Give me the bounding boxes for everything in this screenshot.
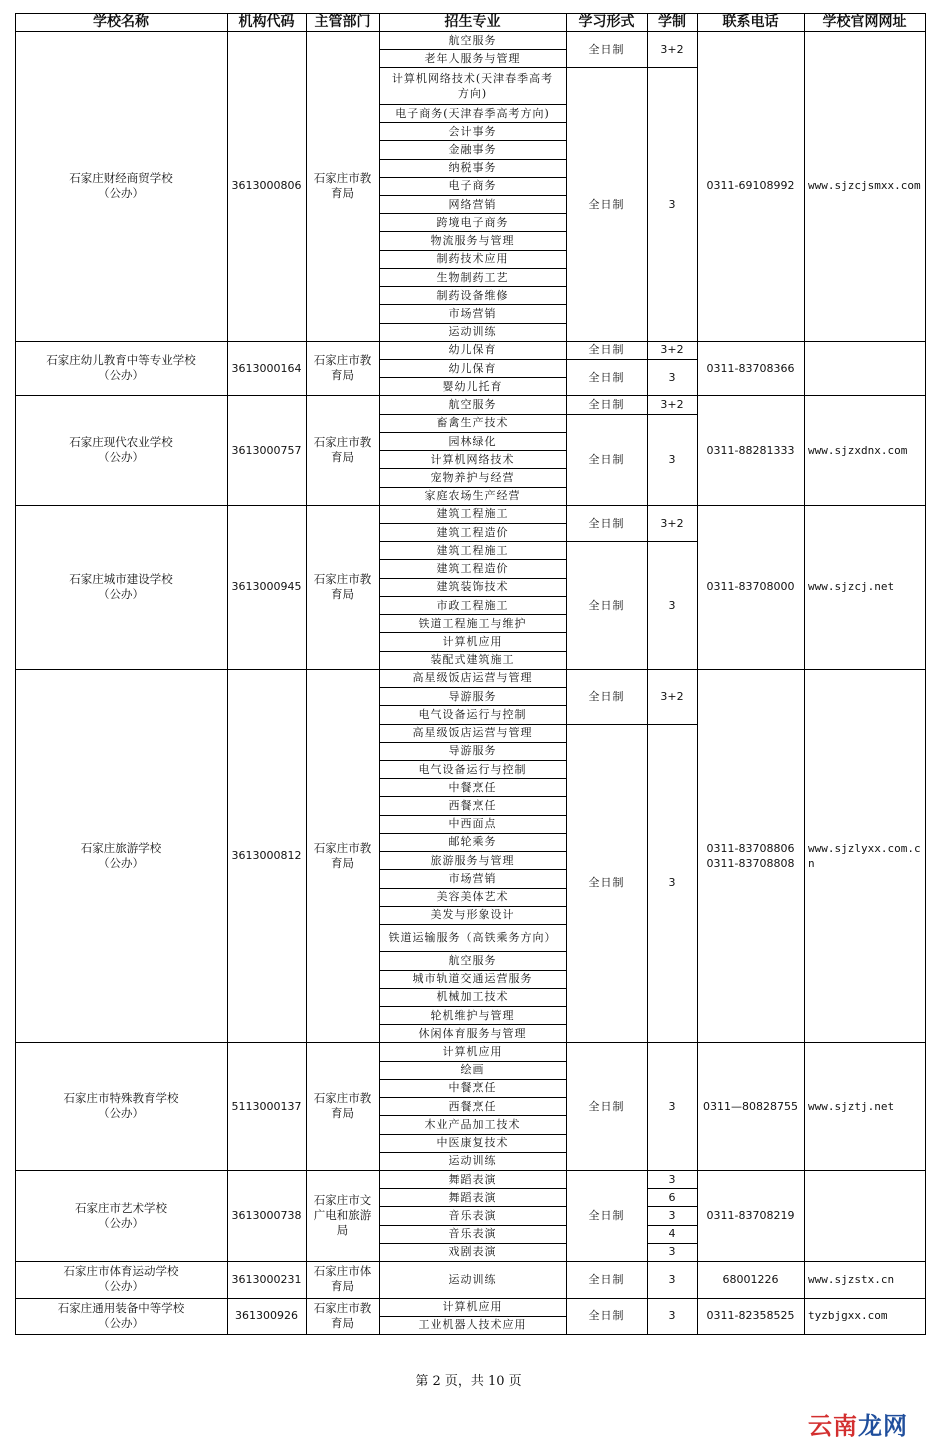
phone-cell: 0311-82358525 [706, 1309, 795, 1323]
major-cell: 建筑工程造价 [436, 525, 509, 539]
major-row-line [379, 1225, 566, 1226]
major-cell: 计算机网络技术 [430, 452, 515, 466]
major-row-line [379, 122, 566, 123]
major-cell: 中餐烹任 [448, 780, 497, 794]
form-row-line [566, 541, 647, 542]
major-row-line [379, 951, 566, 952]
major-cell: 导游服务 [448, 744, 497, 758]
major-row-line [379, 760, 566, 761]
website-cell: www.sjzstx.cn [808, 1272, 895, 1286]
major-cell: 会计事务 [448, 124, 497, 138]
column-border [227, 13, 228, 1335]
duration-row-line [647, 1243, 697, 1244]
column-border [925, 13, 926, 1335]
major-cell: 旅游服务与管理 [430, 853, 515, 867]
column-header: 学制 [658, 13, 686, 30]
major-row-line [379, 1006, 566, 1007]
major-row-line [379, 1079, 566, 1080]
duration-cell: 3 [668, 1245, 676, 1259]
major-row-line [379, 1115, 566, 1116]
website-cell: www.sjztj.net [808, 1099, 895, 1113]
duration-cell: 3 [668, 370, 676, 384]
duration-row-line [647, 1206, 697, 1207]
department-cell: 石家庄市教 育局 [313, 1091, 372, 1121]
phone-cell: 0311-88281333 [706, 443, 795, 457]
column-border [697, 13, 698, 1335]
major-cell: 计算机应用 [442, 1045, 503, 1059]
major-row-line [379, 1134, 566, 1135]
major-row-line [379, 1024, 566, 1025]
study-form-cell: 全日制 [588, 1209, 625, 1223]
department-cell: 石家庄市教 育局 [313, 353, 372, 383]
major-cell: 戏剧表演 [448, 1245, 497, 1259]
major-cell: 制药设备维修 [436, 288, 509, 302]
major-cell: 中医康复技术 [436, 1136, 509, 1150]
duration-cell: 6 [668, 1190, 676, 1204]
major-row-line [379, 323, 566, 324]
major-row-line [379, 632, 566, 633]
duration-cell: 3 [668, 452, 676, 466]
column-border [647, 13, 648, 1335]
major-cell: 家庭农场生产经营 [424, 489, 521, 503]
major-row-line [379, 888, 566, 889]
study-form-cell: 全日制 [588, 1309, 625, 1323]
major-row-line [379, 177, 566, 178]
study-form-cell: 全日制 [588, 876, 625, 890]
column-header: 机构代码 [238, 13, 295, 30]
major-cell: 畜禽生产技术 [436, 416, 509, 430]
major-row-line [379, 450, 566, 451]
duration-cell: 4 [668, 1227, 676, 1241]
major-row-line [379, 250, 566, 251]
column-header: 联系电话 [722, 13, 779, 30]
major-cell: 高星级饭店运营与管理 [412, 726, 533, 740]
major-row-line [379, 705, 566, 706]
study-form-cell: 全日制 [588, 398, 625, 412]
duration-cell: 3 [668, 197, 676, 211]
major-row-line [379, 742, 566, 743]
major-row-line [379, 578, 566, 579]
major-row-line [379, 1061, 566, 1062]
major-row-line [379, 614, 566, 615]
org-code-cell: 3613000738 [231, 1209, 302, 1223]
major-row-line [379, 869, 566, 870]
major-row-line [379, 1316, 566, 1317]
phone-cell: 0311—80828755 [703, 1099, 798, 1113]
major-row-line [379, 1152, 566, 1153]
major-cell: 美发与形象设计 [430, 908, 515, 922]
major-cell: 幼儿保育 [448, 361, 497, 375]
major-cell: 电气设备运行与控制 [418, 707, 527, 721]
phone-cell: 0311-83708000 [706, 580, 795, 594]
major-row-line [379, 724, 566, 725]
org-code-cell: 5113000137 [231, 1099, 302, 1113]
phone-cell: 0311-83708219 [706, 1209, 795, 1223]
major-cell: 婴幼儿托育 [442, 379, 503, 393]
study-form-cell: 全日制 [588, 42, 625, 56]
duration-row-line [647, 359, 697, 360]
major-cell: 跨境电子商务 [436, 215, 509, 229]
duration-cell: 3+2 [660, 343, 684, 357]
major-cell: 邮轮乘务 [448, 835, 497, 849]
major-cell: 美容美体艺术 [436, 890, 509, 904]
major-row-line [379, 49, 566, 50]
column-border [804, 13, 805, 1335]
major-row-line [379, 304, 566, 305]
major-row-line [379, 104, 566, 105]
major-row-line [379, 231, 566, 232]
major-row-line [379, 359, 566, 360]
major-cell: 航空服务 [448, 398, 497, 412]
major-row-line [379, 596, 566, 597]
major-cell: 建筑工程施工 [436, 507, 509, 521]
major-cell: 市场营销 [448, 306, 497, 320]
website-cell: www.sjzcj.net [808, 580, 895, 594]
study-form-cell: 全日制 [588, 1099, 625, 1113]
phone-cell: 68001226 [722, 1272, 779, 1286]
study-form-cell: 全日制 [588, 1272, 625, 1286]
major-row-line [379, 1243, 566, 1244]
major-row-line [379, 213, 566, 214]
department-cell: 石家庄市教 育局 [313, 435, 372, 465]
major-row-line [379, 1206, 566, 1207]
major-row-line [379, 906, 566, 907]
major-cell: 运动训练 [448, 1154, 497, 1168]
duration-row-line [647, 724, 697, 725]
school-name-cell: 石家庄城市建设学校 （公办） [69, 571, 173, 601]
department-cell: 石家庄市文 广电和旅游 局 [313, 1193, 372, 1238]
website-cell: www.sjzlyxx.com.cn [808, 841, 921, 870]
major-row-line [379, 159, 566, 160]
major-cell: 老年人服务与管理 [424, 51, 521, 65]
major-cell: 电气设备运行与控制 [418, 762, 527, 776]
major-cell: 中餐烹任 [448, 1081, 497, 1095]
major-cell: 舞蹈表演 [448, 1190, 497, 1204]
major-row-line [379, 140, 566, 141]
duration-cell: 3+2 [660, 516, 684, 530]
column-header: 学习形式 [578, 13, 635, 30]
major-row-line [379, 815, 566, 816]
major-row-line [379, 286, 566, 287]
org-code-cell: 3613000231 [231, 1272, 302, 1286]
duration-row-line [647, 1225, 697, 1226]
major-cell: 市政工程施工 [436, 598, 509, 612]
website-cell [806, 1170, 924, 1261]
major-cell: 园林绿化 [448, 434, 497, 448]
major-row-line [379, 1097, 566, 1098]
org-code-cell: 3613000945 [231, 580, 302, 594]
major-row-line [379, 541, 566, 542]
major-cell: 高星级饭店运营与管理 [412, 671, 533, 685]
major-cell: 西餐烹任 [448, 799, 497, 812]
school-name-cell: 石家庄市特殊教育学校 （公办） [63, 1091, 179, 1121]
major-cell: 制药技术应用 [436, 252, 509, 266]
major-cell: 舞蹈表演 [448, 1172, 497, 1186]
major-cell: 导游服务 [448, 689, 497, 703]
duration-row-line [647, 67, 697, 68]
major-cell: 市场营销 [448, 871, 497, 885]
school-name-cell: 石家庄旅游学校 （公办） [80, 840, 162, 870]
major-cell: 建筑工程施工 [436, 543, 509, 557]
major-cell: 工业机器人技术应用 [418, 1318, 527, 1332]
duration-cell: 3 [668, 1172, 676, 1186]
major-row-line [379, 796, 566, 797]
department-cell: 石家庄市教 育局 [313, 170, 372, 200]
column-border [306, 13, 307, 1335]
study-form-cell: 全日制 [588, 452, 625, 466]
major-cell: 装配式建筑施工 [430, 653, 515, 667]
duration-cell: 3 [668, 1209, 676, 1223]
school-row-border [15, 1334, 926, 1335]
major-cell: 铁道工程施工与维护 [418, 616, 527, 630]
major-cell: 宠物养护与经营 [430, 470, 515, 484]
major-row-line [379, 851, 566, 852]
website-cell [806, 341, 924, 396]
study-form-cell: 全日制 [588, 343, 625, 357]
major-row-line [379, 1188, 566, 1189]
major-cell: 计算机应用 [442, 634, 503, 648]
org-code-cell: 3613000164 [231, 361, 302, 375]
major-cell: 物流服务与管理 [430, 234, 515, 248]
form-row-line [566, 414, 647, 415]
duration-cell: 3 [668, 1272, 676, 1286]
department-cell: 石家庄市教 育局 [313, 840, 372, 870]
major-row-line [379, 651, 566, 652]
study-form-cell: 全日制 [588, 516, 625, 530]
school-name-cell: 石家庄通用装备中等学校 （公办） [57, 1300, 185, 1330]
major-cell: 纳税事务 [448, 161, 497, 175]
major-cell: 休闲体育服务与管理 [418, 1026, 527, 1040]
major-cell: 建筑工程造价 [436, 562, 509, 576]
form-row-line [566, 359, 647, 360]
major-row-line [379, 414, 566, 415]
major-row-line [379, 468, 566, 469]
form-row-line [566, 724, 647, 725]
form-row-line [566, 67, 647, 68]
column-border [566, 13, 567, 1335]
school-name-cell: 石家庄市体育运动学校 （公办） [63, 1264, 179, 1294]
major-row-line [379, 195, 566, 196]
major-cell: 铁道运输服务（高铁乘务方向） [388, 931, 557, 945]
major-row-line [379, 778, 566, 779]
duration-cell: 3+2 [660, 42, 684, 56]
column-border [379, 13, 380, 1335]
major-cell: 网络营销 [448, 197, 497, 211]
major-row-line [379, 268, 566, 269]
school-name-cell: 石家庄财经商贸学校 （公办） [69, 170, 173, 200]
major-cell: 电子商务(天津春季高考方向) [395, 106, 550, 120]
website-cell: tyzbjgxx.com [808, 1309, 888, 1323]
study-form-cell: 全日制 [588, 689, 625, 703]
school-name-cell: 石家庄现代农业学校 （公办） [69, 435, 173, 465]
major-cell: 计算机网络技术(天津春季高考 方向) [391, 71, 554, 100]
major-cell: 航空服务 [448, 953, 497, 967]
major-cell: 绘画 [460, 1063, 485, 1077]
website-cell: www.sjzxdnx.com [808, 443, 908, 457]
duration-cell: 3+2 [660, 398, 684, 412]
major-row-line [379, 487, 566, 488]
major-cell: 金融事务 [448, 142, 497, 156]
column-border [15, 13, 16, 1335]
duration-cell: 3+2 [660, 689, 684, 703]
major-row-line [379, 924, 566, 925]
page-footer: 第 2 页，共 10 页 [415, 1374, 522, 1389]
major-cell: 航空服务 [448, 33, 497, 47]
major-cell: 机械加工技术 [436, 990, 509, 1004]
department-cell: 石家庄市体 育局 [313, 1264, 372, 1294]
study-form-cell: 全日制 [588, 370, 625, 384]
major-row-line [379, 988, 566, 989]
study-form-cell: 全日制 [588, 197, 625, 211]
phone-cell: 0311-83708366 [706, 361, 795, 375]
duration-row-line [647, 414, 697, 415]
major-cell: 生物制药工艺 [436, 270, 509, 284]
major-row-line [379, 559, 566, 560]
column-header: 主管部门 [314, 13, 371, 30]
major-cell: 西餐烹任 [448, 1099, 497, 1113]
column-header: 学校官网网址 [822, 13, 907, 30]
department-cell: 石家庄市教 育局 [313, 571, 372, 601]
major-cell: 轮机维护与管理 [430, 1008, 515, 1022]
org-code-cell: 3613000806 [231, 179, 302, 193]
org-code-cell: 361300926 [235, 1309, 298, 1323]
major-row-line [379, 67, 566, 68]
department-cell: 石家庄市教 育局 [313, 1300, 372, 1330]
school-name-cell: 石家庄市艺术学校 （公办） [75, 1200, 167, 1230]
major-row-line [379, 687, 566, 688]
website-cell: www.sjzcjsmxx.com [808, 179, 921, 193]
study-form-cell: 全日制 [588, 598, 625, 612]
major-cell: 中西面点 [448, 817, 497, 831]
phone-cell: 0311-69108992 [706, 179, 795, 193]
major-cell: 运动训练 [448, 325, 497, 339]
major-cell: 音乐表演 [448, 1227, 497, 1241]
major-row-line [379, 970, 566, 971]
school-name-cell: 石家庄幼儿教育中等专业学校 （公办） [46, 353, 196, 383]
major-cell: 电子商务 [448, 179, 497, 193]
major-cell: 音乐表演 [448, 1209, 497, 1223]
major-cell: 城市轨道交通运营服务 [412, 972, 533, 986]
column-header: 招生专业 [444, 13, 501, 30]
column-header: 学校名称 [93, 13, 149, 30]
major-cell: 幼儿保育 [448, 343, 497, 357]
major-row-line [379, 833, 566, 834]
major-row-line [379, 432, 566, 433]
major-cell: 运动训练 [448, 1272, 497, 1286]
duration-row-line [647, 1188, 697, 1189]
duration-cell: 3 [668, 1309, 676, 1323]
duration-cell: 3 [668, 876, 676, 890]
site-watermark-logo: 云南龙网 [808, 1412, 908, 1440]
major-row-line [379, 377, 566, 378]
major-cell: 计算机应用 [442, 1300, 503, 1314]
org-code-cell: 3613000812 [231, 849, 302, 863]
duration-cell: 3 [668, 1099, 676, 1113]
major-cell: 木业产品加工技术 [424, 1117, 521, 1131]
major-cell: 建筑装饰技术 [436, 580, 509, 594]
duration-cell: 3 [668, 598, 676, 612]
duration-row-line [647, 541, 697, 542]
org-code-cell: 3613000757 [231, 443, 302, 457]
phone-cell: 0311-83708806 0311-83708808 [706, 841, 795, 870]
major-row-line [379, 523, 566, 524]
